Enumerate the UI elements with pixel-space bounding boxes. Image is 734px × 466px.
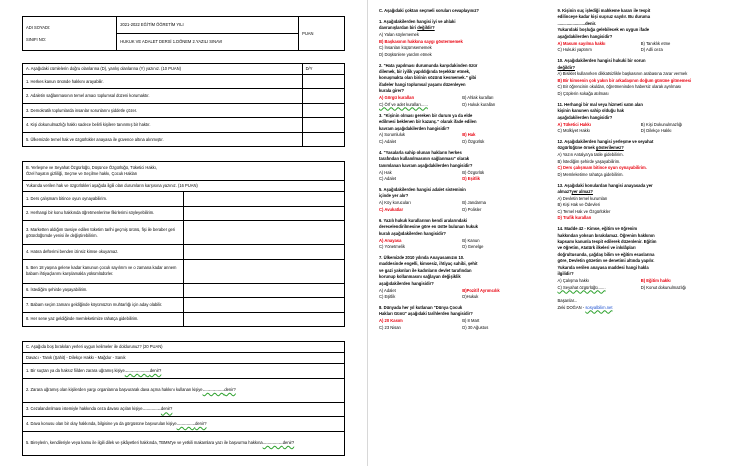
mcq-option[interactable]: C) Hukuki yaptırım xyxy=(557,47,592,53)
name-label: ADI SOYADI: xyxy=(26,24,51,30)
section-b-answer-box[interactable] xyxy=(184,298,345,313)
mcq-option[interactable]: A) Tüketici Hakkı xyxy=(557,121,591,127)
mcq-stem-line: edilmesi beklenen bir kazanç." olarak ifade edilen xyxy=(379,119,477,125)
mcq-stem-line: 5. Aşağıdakilerden hangisi adalet sisteminin xyxy=(379,187,466,192)
mcq-stem-line: içinde yer alır? xyxy=(379,193,409,199)
mcq-stem-line: göre, Devletin gözetim ve denetimi altında yapılır. xyxy=(557,258,655,264)
mcq-option[interactable]: B) Hak xyxy=(462,132,476,138)
mcq-stem-line: hakkından yoksun bırakılamaz. Öğrenim hakkının xyxy=(557,232,655,238)
thanks-text: Başarılar... xyxy=(557,298,578,303)
mcq-option-row xyxy=(379,176,546,182)
mcq-option-row xyxy=(379,244,546,250)
mcq-stem-line: ifadeler hangi toplumsal yaşamı düzenleyen xyxy=(379,81,466,87)
mcq-stem-line: kişinin kanunen sahip olduğu hak xyxy=(557,108,624,114)
mcq-question-stem xyxy=(379,218,546,237)
mcq-options xyxy=(558,41,725,54)
score-label: PUAN xyxy=(299,17,345,51)
mcq-stem-line: ve gazi yakınları ile kadınların devlet tarafından xyxy=(379,267,472,273)
mcq-stem-emphasis: değildir? xyxy=(417,25,435,31)
mcq-option[interactable]: D) Özgürlük xyxy=(462,138,485,144)
mcq-option[interactable]: A) Adalet xyxy=(379,287,396,293)
mcq-question-stem xyxy=(379,150,546,169)
mcq-option[interactable]: D) Genelge xyxy=(462,244,484,249)
mcq-stem-line: Yukarıda verilen anayasa maddesi hangi hakla xyxy=(557,264,649,270)
section-c-item-text: 2. Zarara uğramış olan kişilerden yargı organlarına başvurarak dava açma hakkını kullanan kişiye xyxy=(26,387,203,393)
mcq-option[interactable]: B) Kişi Dokunulmazlığı xyxy=(640,121,683,127)
mcq-options xyxy=(379,132,546,145)
mcq-stem-line: 7. Ülkemizde 2010 yılında Anayasamızın 10. xyxy=(379,254,465,260)
mcq-stem-line: özgürlüğüne örnek gösterilemez? xyxy=(557,145,624,151)
mcq-option[interactable]: C) İnsanları küçümsememek xyxy=(379,45,432,51)
mcq-options xyxy=(379,170,546,183)
mcq-stem-line: Hakları Günü" aşağıdaki tarihlerden hangisidir? xyxy=(379,311,473,317)
mcq-question xyxy=(379,305,546,331)
mcq-option[interactable]: A) Çalışma hakkı xyxy=(557,278,590,284)
mcq-question-stem xyxy=(379,63,546,95)
section-b-answer-box[interactable] xyxy=(184,245,345,260)
mcq-stem-line: kurala girer? xyxy=(379,88,405,94)
mcq-stem-line: 14. Madde 42 - Kimse, eğitim ve öğrenim xyxy=(557,226,638,232)
mcq-option[interactable]: C) Örf ve adet kuralları...... xyxy=(379,101,428,107)
mcq-stem-line: 2. "Hata yapılması durumunda karşıdakinden özür xyxy=(379,62,478,68)
mcq-stem-line: 4. "Yasalarla sahip olunan hakların herkes xyxy=(379,149,462,155)
mcq-option[interactable]: C) Yönetmelik xyxy=(379,244,405,249)
mcq-option[interactable]: B) 8 Mart xyxy=(462,318,480,324)
signature-block xyxy=(558,298,725,311)
mcq-stem-line: 9. Kişinin suç işlediği mahkeme kararı ile tespit xyxy=(557,8,651,13)
mcq-question xyxy=(558,8,725,54)
section-b-answer-box[interactable] xyxy=(184,259,345,283)
section-c-item xyxy=(23,431,345,455)
mcq-stem-line: aşağıdakilerden hangisidir? xyxy=(557,114,613,120)
mcq-option[interactable]: B) Jandarma xyxy=(462,200,486,206)
section-b-answer-box[interactable] xyxy=(184,221,345,245)
section-b-answer-box[interactable] xyxy=(184,312,345,327)
mcq-option-row xyxy=(379,325,546,331)
section-b-title-line2: Özel hayatın gizliliği, Seçme ve Seçilme hakkı, Çocuk Hakları xyxy=(26,171,138,177)
section-a-item: 4. Kişi dokunulmazlığı hakkı sadece belirli kişilere tanınmış bir haktır. xyxy=(23,118,303,133)
mcq-options xyxy=(379,32,546,58)
mcq-option[interactable]: D) Polisler xyxy=(462,206,482,212)
section-b-item: 5. Ben 18 yaşına gelene kadar kanunun çocuk sayılırım ve o zamana kadar annem babam ihtiyaçlarımı karşılamakla yükümlüdürler. xyxy=(23,259,184,283)
mcq-stem-line: 8. Dünyada her yıl kutlanan "Dünya Çocuk xyxy=(379,305,463,310)
mcq-options xyxy=(379,318,546,331)
section-c-item xyxy=(23,378,345,402)
mcq-option[interactable]: B) Bir kimsenin çok yakın bir arkadaşının doğum gününe gitmemesi xyxy=(557,77,692,83)
mcq-stem-line: tanımlanan kavram aşağıdakilerden hangisidir? xyxy=(379,162,473,168)
mcq-option-row xyxy=(379,139,546,145)
mcq-options xyxy=(558,278,725,291)
mcq-stem-emphasis: gösterilemez? xyxy=(595,145,624,151)
mcq-stem-line: kuralı aşağıdakilerden hangisidir? xyxy=(379,230,446,236)
mcq-option[interactable]: B) Ahlak kuralları xyxy=(462,95,494,101)
section-c-item xyxy=(23,402,345,417)
mcq-question xyxy=(558,226,725,291)
section-c-item xyxy=(23,364,345,379)
section-c-blank[interactable]: ........................ xyxy=(262,440,283,446)
mcq-option[interactable]: B) Kanun xyxy=(462,237,480,243)
mcq-option-row xyxy=(379,207,546,213)
mcq-question-stem xyxy=(379,19,546,32)
mcq-stem-line: dilemek, bir iyilik yapıldığında teşekkür etmek, xyxy=(379,69,471,74)
section-a-answer-box[interactable] xyxy=(302,132,344,147)
mcq-question xyxy=(379,113,546,146)
mcq-question xyxy=(558,102,725,135)
section-a-table xyxy=(22,63,345,147)
section-b-item: 2. Herhangi bir konu hakkında öğretmenlerime fikirlerimi söyleyebilirim. xyxy=(23,206,184,221)
mcq-option[interactable]: C) 23 Nisan xyxy=(379,324,401,330)
section-b-item: 7. Babam seçim zamanı geldiğinde köyümüzün muhtarlığı için aday olabilir. xyxy=(23,298,184,313)
section-b-answer-box[interactable] xyxy=(184,192,345,207)
mcq-option[interactable]: B) Kişi Hak ve Ödevleri xyxy=(557,202,601,208)
mcq-stem-line: korunup kollanmasını sağlayan değişiklik xyxy=(379,274,461,280)
mcq-question-stem xyxy=(558,226,725,278)
section-b-answer-box[interactable] xyxy=(184,283,345,298)
section-c-item-text: 1. Bir suçtan ya da haksız fiilden zarara uğramış kişiye xyxy=(26,367,125,373)
mcq-question-stem xyxy=(379,187,546,200)
section-a-answer-box[interactable] xyxy=(302,118,344,133)
mcq-stem-line: kavram aşağıdakilerden hangisidir? xyxy=(379,125,450,131)
section-c-title: C. Aşağıda boş bırakılan yerleri uygun kelimeler ile doldurunuz? (20 PUAN) xyxy=(23,342,345,353)
mcq-option[interactable]: D) Hukuk kuralları xyxy=(462,101,496,107)
section-b-item: 3. Marketten aldığım tavsiye edilen tüketim tarihi geçmiş ürünü, fişi ile beraber geri götürdüğümde yenisi ile değiştirebilirim. xyxy=(23,221,184,245)
mcq-question xyxy=(379,218,546,251)
mcq-option[interactable]: C) Temel Hak ve Özgürlükler xyxy=(557,208,611,214)
mcq-option[interactable]: D)Hukuk xyxy=(462,294,479,300)
section-c-item-suffix: denir? xyxy=(224,387,236,393)
mcq-question-stem xyxy=(558,139,725,152)
mcq-option[interactable]: D) Adli ceza xyxy=(640,47,663,53)
mcq-stem-line xyxy=(558,65,725,71)
section-a-item: 1. Herkes kanun önünde hakkını arayabilir. xyxy=(23,74,303,89)
mcq-stem-line: aşağıdakilerden hangisidir? xyxy=(379,280,434,286)
author-name: Zeki DOĞAN - xyxy=(557,304,586,310)
section-c-item-suffix: denir? xyxy=(282,440,295,446)
section-c-item-text: 3. Cezalandırılması istemiyle hakkında ceza davası açılan kişiye xyxy=(26,406,143,412)
mcq-option[interactable]: A) Yazın Antalya'ya tatile gidebilirim. xyxy=(557,152,624,158)
mcq-option[interactable]: C) Adalet xyxy=(379,138,397,144)
mcq-question xyxy=(558,183,725,222)
mcq-option[interactable]: D) Trafik kuralları xyxy=(557,215,592,221)
mcq-question-stem xyxy=(379,255,546,287)
mcq-question-stem xyxy=(558,58,725,71)
mcq-stem-emphasis: yer almaz? xyxy=(571,188,593,194)
mcq-option[interactable]: C) Ders çalışmam bitince oyun oynayabilirim. xyxy=(557,165,647,171)
page-right xyxy=(367,0,734,466)
mcq-question-stem xyxy=(558,8,725,40)
section-b-item: 1. Ders çalışmam bitince oyun oynayabilirim. xyxy=(23,192,184,207)
mcq-option[interactable]: A) Sorumluluk xyxy=(379,132,406,138)
mcq-option[interactable]: C) Adalet xyxy=(379,176,397,182)
mcq-stem-line: aşağıdakilerden hangisidir? xyxy=(557,33,613,39)
mcq-option[interactable]: A) Masum sayılma hakkı xyxy=(557,40,606,46)
mcq-stem-line: edilinceye kadar kişi suçsuz sayılır. Bu duruma xyxy=(557,14,651,20)
section-b-item: 4. Hatıra defterimi benden izinsiz kimse okuyamaz. xyxy=(23,245,184,260)
mcq-stem-line: 12. Aşağıdakilerden hangisi yerleşme ve seyahat xyxy=(557,138,654,144)
mcq-option[interactable]: C) Seyahat özgürlüğü....... xyxy=(557,284,606,290)
mcq-option[interactable]: A) Anayasa xyxy=(379,237,402,243)
mcq-option-row xyxy=(558,285,725,291)
section-c-table xyxy=(22,341,345,455)
mcq-option[interactable]: D) Çöplerin sokağa atılması xyxy=(557,90,609,96)
section-c-item-text: 5. Bireylerin, kendileriyle veya kamu ile ilgili dilek ve şikâyetleri hakkında, TBMM'ye ve yetkili makamlara yazı ile başvurma hakkına xyxy=(26,440,263,446)
mcq-option[interactable]: B)Pozitif Ayrımcılık xyxy=(462,287,500,293)
section-c-item-suffix: denir? xyxy=(160,406,173,412)
mcq-options xyxy=(379,200,546,213)
mcq-stem-line: maddesinde engelli, kimsesiz, ihtiyaç sahibi, şehit xyxy=(379,261,478,267)
section-a-item: 5. Ülkemizde temel hak ve özgürlükler anayasa ile güvence altına alınmıştır. xyxy=(23,132,303,147)
mcq-question xyxy=(558,58,725,97)
mcq-question-stem xyxy=(379,113,546,132)
mcq-stem-line: Yukarıdaki boşluğa gelebilecek en uygun ifade xyxy=(557,27,650,33)
mcq-options xyxy=(558,122,725,135)
section-b-item: 6. İstediğim şehirde yaşayabilirim. xyxy=(23,283,184,298)
mcq-stem-line: 13. Aşağıdaki konulardan hangisi anayasada yer xyxy=(557,182,653,188)
section-b-title-line1: B. Yerleşme ve Seyahat Özgürlüğü, Düşünce Özgürlüğü, Tüketici Hakkı, xyxy=(26,165,157,171)
mcq-stem-line: derecelendirilmesine göre en üstte bulunan hukuk xyxy=(379,224,478,230)
mcq-stem-line: ........................denir. xyxy=(557,20,597,26)
section-c-blank[interactable]: .......................... xyxy=(202,387,225,393)
section-a-answer-box[interactable] xyxy=(302,103,344,118)
mcq-option[interactable]: C) Bir öğrencinin okuldan, öğretmeninden habersiz olarak ayrılması xyxy=(557,84,682,90)
section-c-item-text: 4. Dava konusu olan bir olay hakkında, bilgisine ya da görgüsüne başvurulan kişiye xyxy=(26,420,177,426)
mcq-option[interactable]: B) Tanıklık etme xyxy=(640,40,671,46)
mcq-stem-line: 6. Yazılı hukuk kurallarının kendi aralarındaki xyxy=(379,217,468,223)
mcq-option[interactable]: C) Avukatlar xyxy=(379,206,404,212)
exam-title-line1: 2021-2022 EĞİTİM ÖĞRETİM YILI xyxy=(117,17,299,34)
section-a-answer-box[interactable] xyxy=(302,74,344,89)
mcq-question xyxy=(379,19,546,58)
class-no-label: SINIFI NO: xyxy=(26,36,47,42)
mcq-question-stem xyxy=(379,305,546,318)
mcq-option[interactable]: B) İstediğim şehirde yaşayabilirim. xyxy=(557,158,621,164)
mcq-options xyxy=(379,238,546,251)
mcq-stem-emphasis: değildir? xyxy=(557,64,575,70)
section-c-item xyxy=(23,417,345,432)
mcq-question xyxy=(379,150,546,183)
section-b-instruction: Yukarıda verilen hak ve özgürlükleri aşağıda ilgili olan durumların karşısına yazınız. (16 PUAN) xyxy=(23,181,345,192)
section-a-item: 3. Demokratik toplumlarda insanlar sorunlarını şiddetle çözer. xyxy=(23,103,303,118)
section-a-item: 2. Adaletin sağlanmasının temel amacı toplumsal düzeni korumaktır. xyxy=(23,89,303,104)
mcq-option[interactable]: B) Başkasının hakkına saygı göstermemek xyxy=(379,38,463,44)
mcq-options xyxy=(379,95,546,108)
mcq-stem-line: davranışlardan biri değildir? xyxy=(379,25,435,31)
mcq-stem-line: almaz?yer almaz? xyxy=(557,188,593,194)
mcq-question-stem xyxy=(558,183,725,196)
section-c-wordbank: Davacı - Tanık (Şahit) - Dilekçe Hakkı - Mağdur - Sanık xyxy=(23,353,345,364)
section-b-title xyxy=(23,162,345,181)
mcq-column-left xyxy=(379,8,550,466)
mcq-stem-line: ilgilidir? xyxy=(557,271,574,277)
mcq-option[interactable]: B) Özgürlük xyxy=(462,169,485,175)
section-c-blank[interactable]: ...................... xyxy=(142,406,161,412)
mcq-question-stem xyxy=(558,102,725,121)
section-b-table xyxy=(22,161,345,327)
mcq-stem-line: 1. Aşağıdakilerden hangisi iyi ve ahlaki xyxy=(379,18,456,24)
mcq-stem-line: 10. Aşağıdakilerden hangisi hukuki bir sorun xyxy=(557,58,646,64)
mcq-option[interactable]: D) Memleketime rahatça gidebilirim. xyxy=(557,171,624,177)
mcq-option[interactable]: A) Bisiklet kullanırken dikkatsizlikle başkasının arabasına zarar vermek xyxy=(557,71,688,77)
mcq-option[interactable]: A) Köy korucuları xyxy=(379,200,411,206)
section-a-title: A. Aşağıdaki cümlelerin doğru olanlarına (D), yanlış olanlarına (Y) yazınız. (10 PUAN) xyxy=(23,64,303,75)
mcq-option[interactable]: A) Görgü kuralları xyxy=(379,95,415,101)
mcq-option[interactable]: A) Hak xyxy=(379,169,392,175)
mcq-option[interactable]: A) Yalan söylememek xyxy=(379,32,419,38)
mcq-options xyxy=(558,196,725,222)
mcq-option[interactable]: D) 30 Ağustos xyxy=(462,324,489,330)
section-c-blank[interactable]: ...................... xyxy=(176,420,196,426)
mcq-stem-line: 3. "Kişinin olması gereken bir durum ya da elde xyxy=(379,112,473,118)
mcq-question xyxy=(379,255,546,301)
section-b-item: 8. Her sene yaz geldiğinde memleketimize rahatça gidebilirim. xyxy=(23,312,184,327)
section-d-title-block xyxy=(379,8,546,14)
mcq-option-row xyxy=(379,294,546,300)
website-link[interactable]: sosyalbilim.net xyxy=(585,304,613,310)
exam-header-table xyxy=(22,16,345,51)
section-b-answer-box[interactable] xyxy=(184,206,345,221)
section-a-answer-box[interactable] xyxy=(302,89,344,104)
mcq-option[interactable]: D) Eşitlik xyxy=(462,176,480,182)
mcq-option[interactable]: D) Düşkünlere yardım etmek xyxy=(379,51,432,57)
mcq-question xyxy=(379,187,546,213)
section-c-item-suffix: denir? xyxy=(195,420,207,426)
mcq-option-row xyxy=(558,47,725,53)
mcq-column-right xyxy=(558,8,729,466)
mcq-option[interactable]: B) Eğitim hakkı xyxy=(640,278,671,284)
mcq-option[interactable]: A) Devletin temel kurumları xyxy=(557,195,608,201)
student-info-cell xyxy=(23,17,117,51)
mcq-options xyxy=(558,152,725,178)
section-c-item-suffix: denir? xyxy=(149,367,162,373)
mcq-options xyxy=(558,71,725,97)
mcq-options xyxy=(379,288,546,301)
mcq-stem-line: 11. Herhangi bir mal veya hizmeti satın alan xyxy=(557,101,643,107)
mcq-stem-line: ve öğretim, Atatürk ilkeleri ve inkılâpları xyxy=(557,245,636,251)
section-a-answer-header: D/Y xyxy=(302,64,344,75)
mcq-stem-line: tarafından kullanılmasının sağlanması" olarak xyxy=(379,156,470,162)
mcq-stem-line: doğrultusunda, çağdaş bilim ve eğitim esaslarına xyxy=(557,251,655,257)
mcq-question xyxy=(558,139,725,178)
mcq-option[interactable]: A) 20 Kasım xyxy=(379,318,403,324)
exam-title-line2: HUKUK VE ADALET DERSİ 1.DÖNEM 2.YAZILI SINAVI xyxy=(117,34,299,51)
mcq-stem-line: kapsamı kanunla tespit edilerek düzenlenir. Eğitim xyxy=(557,239,657,244)
mcq-option[interactable]: C) Eşitlik xyxy=(379,294,396,300)
mcq-stem-line: konuşmakta olan birinin sözünü kesmemek." gibi xyxy=(379,75,477,81)
mcq-option[interactable]: C) Mülkiyet Hakkı xyxy=(557,127,590,133)
mcq-question xyxy=(379,63,546,109)
section-d-title: C. Aşağıdaki çoktan seçmeli soruları cevaplayınız? xyxy=(379,8,479,13)
section-c-blank[interactable]: .............................. xyxy=(124,367,150,373)
mcq-option[interactable]: D) Konut dokunulmazlığı xyxy=(640,284,687,290)
mcq-option-row xyxy=(379,102,546,108)
mcq-option[interactable]: D) Dilekçe Hakkı xyxy=(640,127,672,133)
mcq-option-row xyxy=(558,128,725,134)
